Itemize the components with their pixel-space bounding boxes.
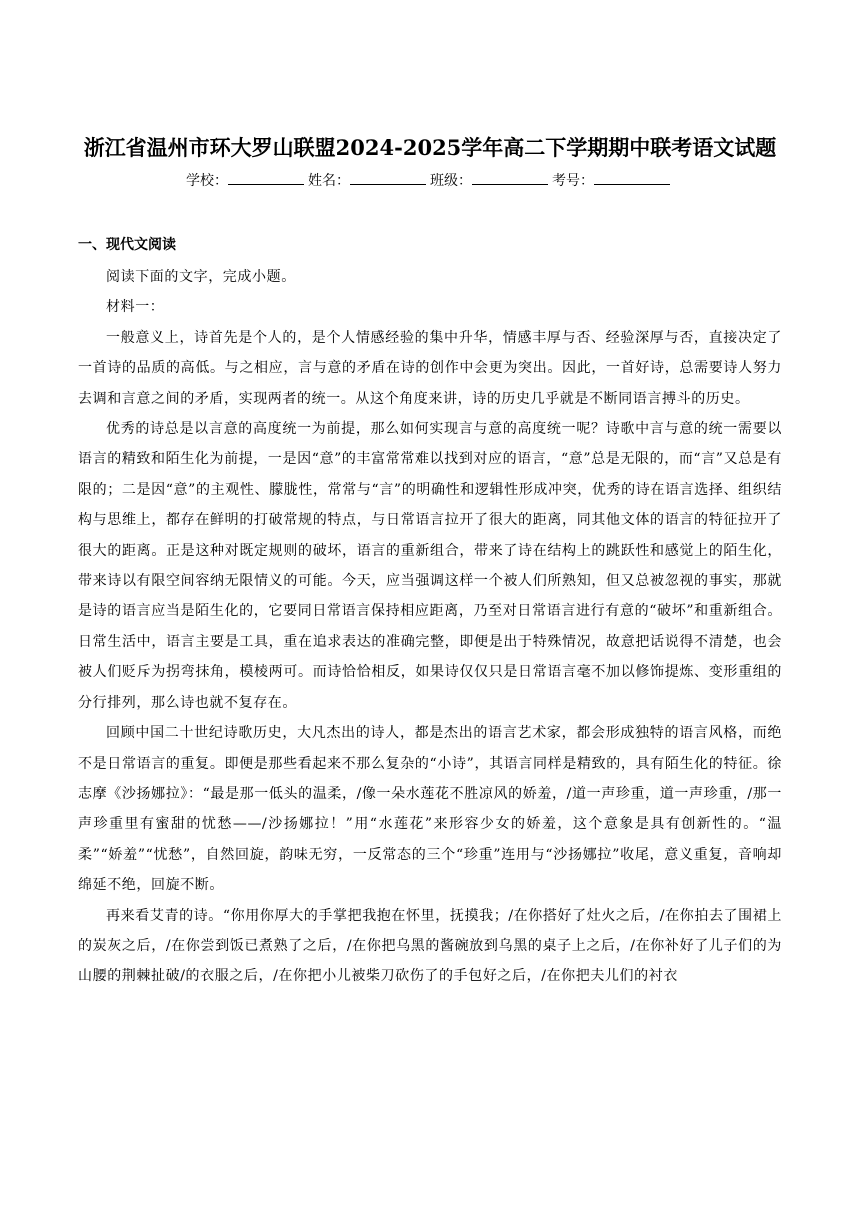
- body-paragraph: 再来看艾青的诗。“你用你厚大的手掌把我抱在怀里，抚摸我；/在你搭好了灶火之后，/在你拍去了围裙上的炭灰之后，/在你尝到饭已煮熟了之后，/在你把乌黑的酱碗放到乌黑的桌子上之后，/在你补好了儿子们的为山腰的荆棘扯破/的衣服之后，/在你把小儿被柴刀砍伤了的手包好之后，/在你把夫儿们的衬衣: [78, 907, 782, 985]
- exam-number-label: 考号：: [552, 173, 594, 189]
- school-blank[interactable]: [228, 170, 304, 185]
- student-info-line: [78, 168, 782, 194]
- document-title: 浙江省温州市环大罗山联盟2024-2025学年高二下学期期中联考语文试题: [83, 135, 777, 160]
- body-paragraph: 回顾中国二十世纪诗歌历史，大凡杰出的诗人，都是杰出的语言艺术家，都会形成独特的语言风格，而绝不是日常语言的重复。即便是那些看起来不那么复杂的“小诗”，其语言同样是精致的，具有陌生化的特征。徐志摩《沙扬娜拉》：“最是那一低头的温柔，/像一朵水莲花不胜凉风的娇羞，/道一声珍重，道一声珍重，/那一声珍重里有蜜甜的忧愁——/沙扬娜拉！”用“水莲花”来形容少女的娇羞，这个意象是具有创新性的。“温柔”“娇羞”“忧愁”，自然回旋，韵味无穷，一反常态的三个“珍重”连用与“沙扬娜拉”收尾，意义重复，音响却绵延不绝，回旋不断。: [78, 725, 782, 894]
- material-label: 材料一：: [106, 299, 165, 316]
- class-label: 班级：: [430, 173, 472, 189]
- body-paragraph: 优秀的诗总是以言意的高度统一为前提，那么如何实现言与意的高度统一呢？诗歌中言与意的统一需要以语言的精致和陌生化为前提，一是因“意”的丰富常常难以找到对应的语言，“意”总是无限的，而“言”又总是有限的；二是因“意”的主观性、朦胧性，常常与“言”的明确性和逻辑性形成冲突，优秀的诗在语言选择、组织结构与思维上，都存在鲜明的打破常规的特点，与日常语言拉开了很大的距离，同其他文体的语言的特征拉开了很大的距离。正是这种对既定规则的破坏，语言的重新组合，带来了诗在结构上的跳跃性和感觉上的陌生化，带来诗以有限空间容纳无限情义的可能。今天，应当强调这样一个被人们所熟知，但又总被忽视的事实，那就是诗的语言应当是陌生化的，它要同日常语言保持相应距离，乃至对日常语言进行有意的“破坏”和重新组合。日常生活中，语言主要是工具，重在追求表达的准确完整，即便是出于特殊情况，故意把话说得不清楚，也会被人们贬斥为拐弯抹角，模棱两可。而诗恰恰相反，如果诗仅仅只是日常语言毫不加以修饰提炼、变形重组的分行排列，那么诗也就不复存在。: [78, 421, 782, 711]
- school-label: 学校：: [186, 173, 228, 189]
- class-blank[interactable]: [472, 170, 548, 185]
- instruction-paragraph: 阅读下面的文字，完成小题。: [106, 269, 296, 285]
- name-label: 姓名：: [308, 173, 350, 189]
- section-heading: 一、现代文阅读: [78, 237, 176, 253]
- body-paragraph: 一般意义上，诗首先是个人的，是个人情感经验的集中升华，情感丰厚与否、经验深厚与否，直接决定了一首诗的品质的高低。与之相应，言与意的矛盾在诗的创作中会更为突出。因此，一首好诗，总需要诗人努力去调和言意之间的矛盾，实现两者的统一。从这个角度来讲，诗的历史几乎就是不断同语言搏斗的历史。: [78, 329, 782, 407]
- exam-number-blank[interactable]: [594, 170, 670, 185]
- name-blank[interactable]: [350, 170, 426, 185]
